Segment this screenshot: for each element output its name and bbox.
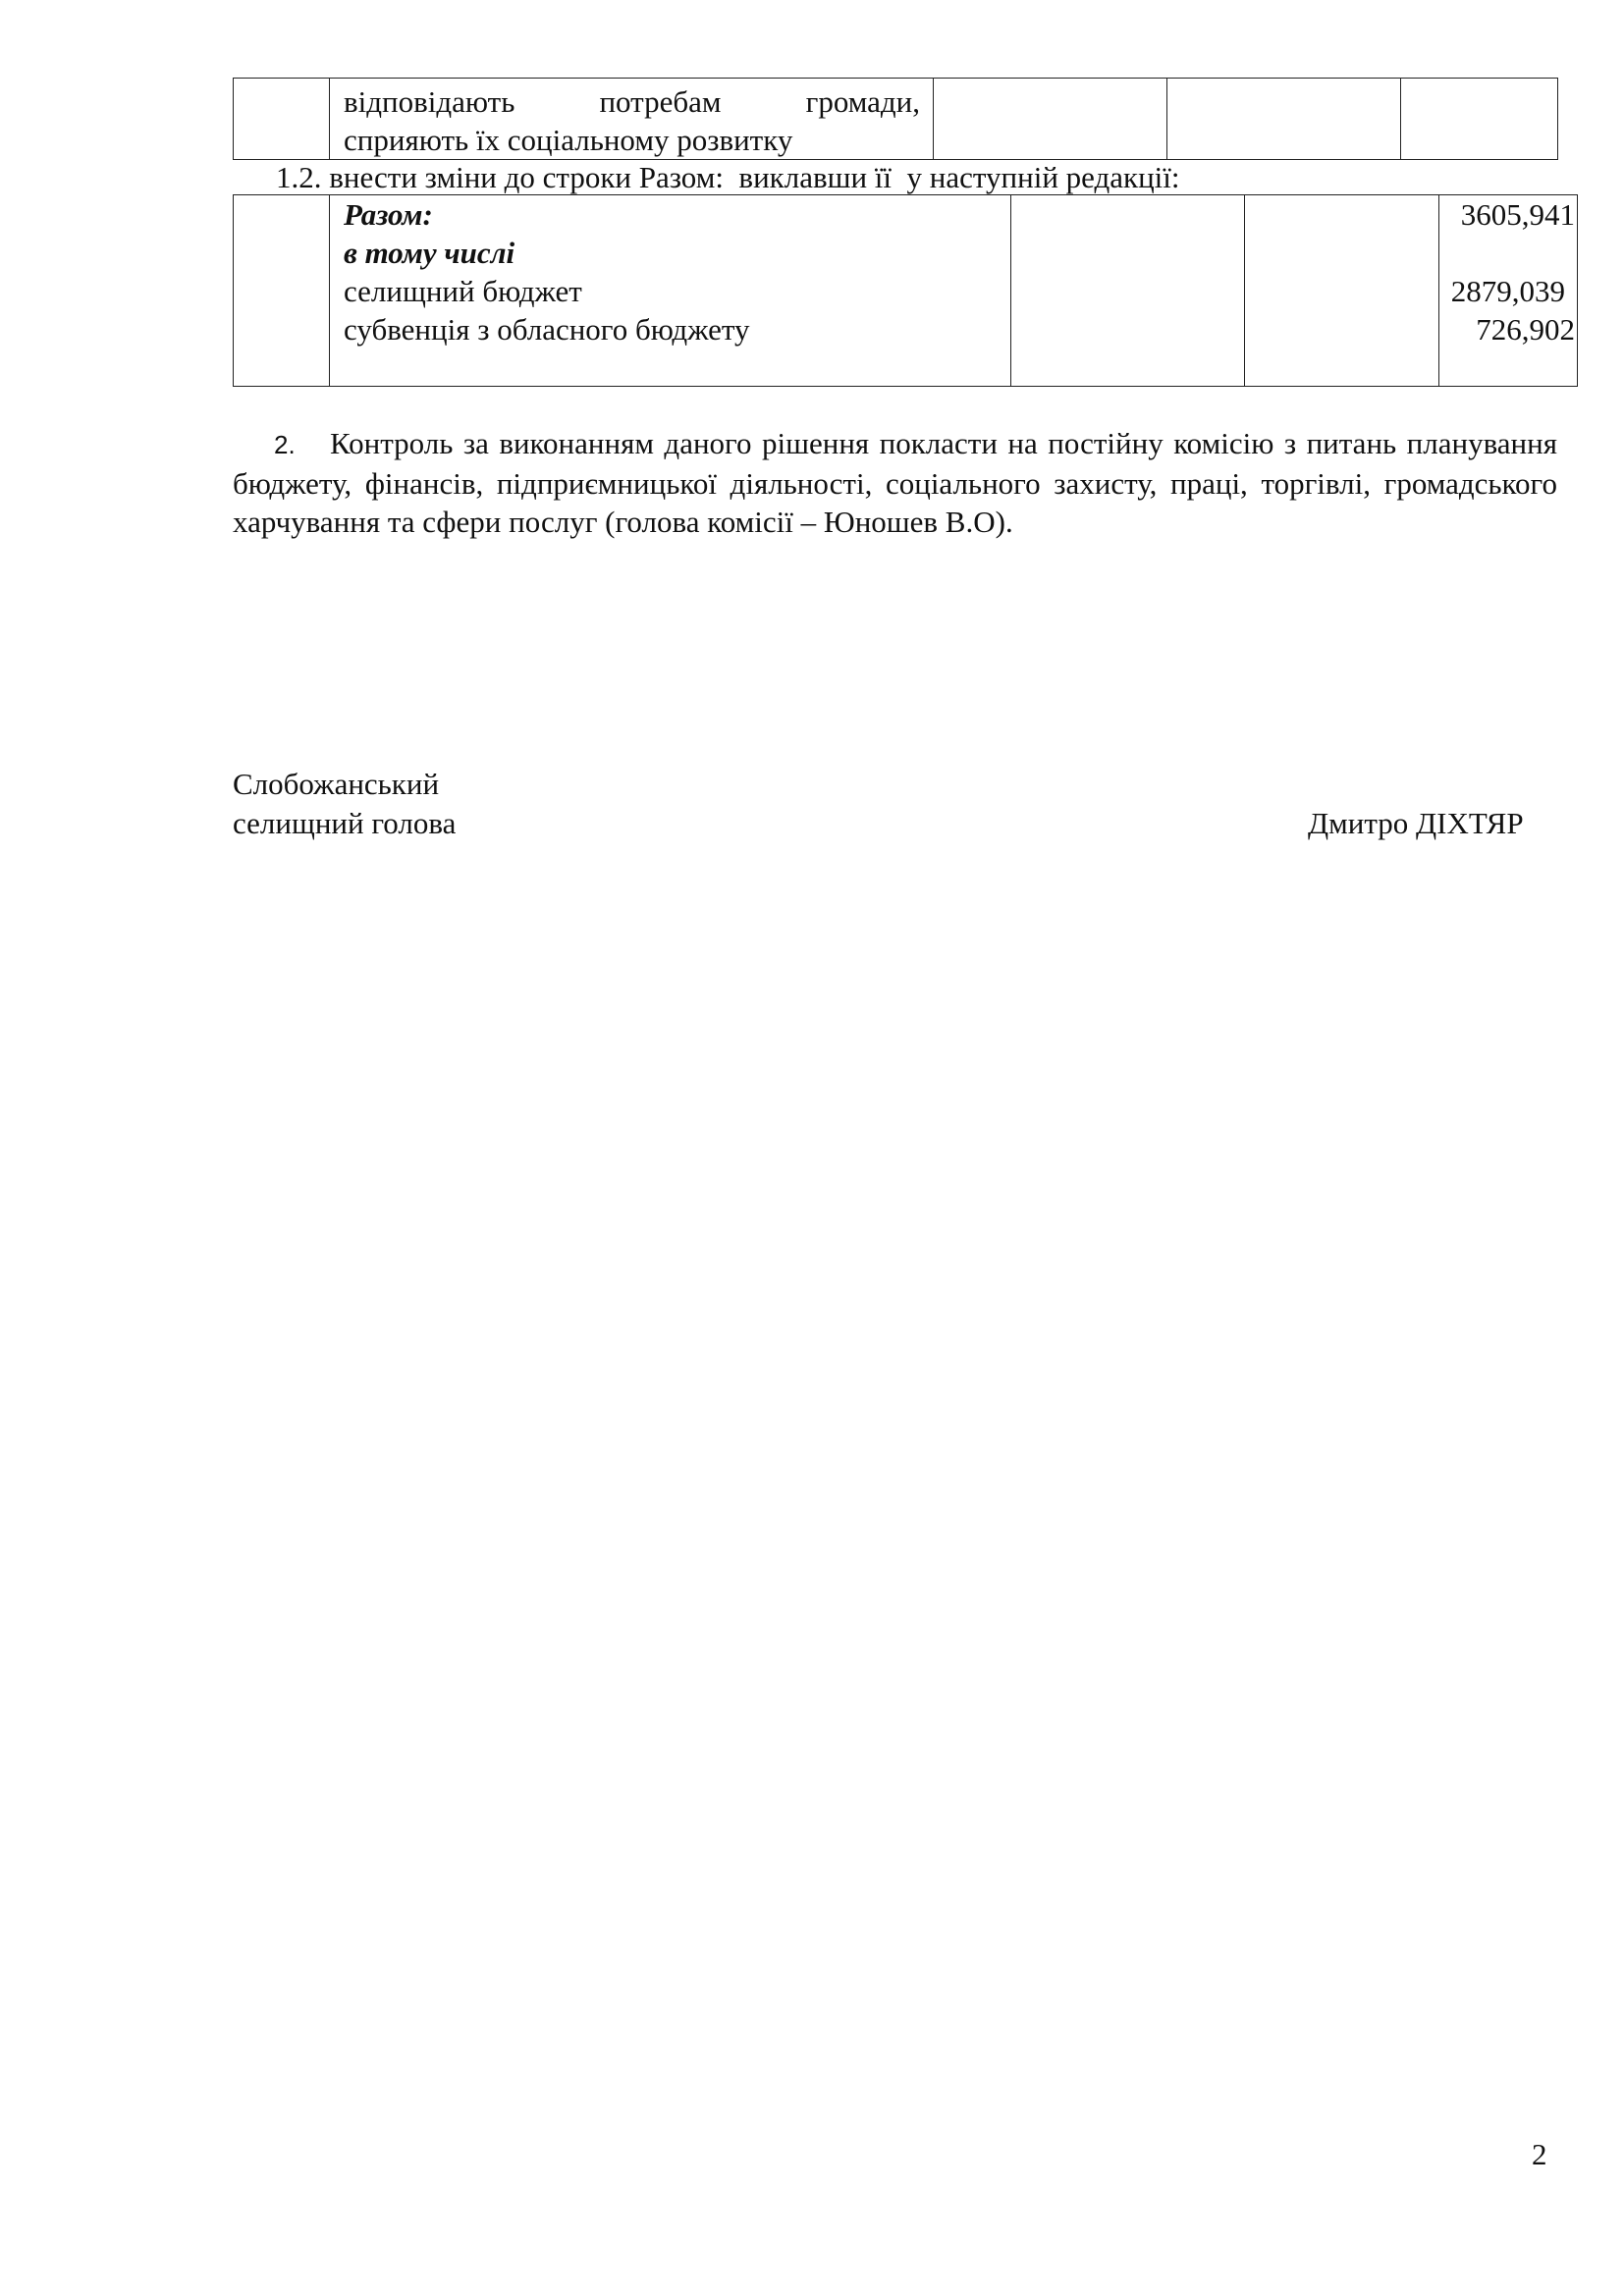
signature-title-line-2: селищний голова (233, 806, 457, 840)
table-cell-empty (934, 79, 1167, 160)
description-line-2: сприяють їх соціальному розвитку (344, 123, 793, 158)
table-row (234, 79, 1558, 160)
total-label: Разом: (344, 197, 433, 232)
total-table (233, 194, 1578, 387)
signature-title (233, 765, 456, 843)
total-values-cell (1439, 195, 1578, 387)
paragraph-text: Контроль за виконанням даного рішення покласти на постійну комісію з питань планування бюджету, фінансів, підприємницької діяльності, соціального захисту, праці, торгівлі, громадського харчування та сфери послуг (голова комісії – Юношев В.О). (233, 426, 1557, 539)
table-cell-number (234, 79, 330, 160)
total-value: 3605,941 (1460, 197, 1575, 232)
table-cell-description (330, 79, 934, 160)
signature-title-line-1: Слобожанський (233, 767, 440, 801)
signatory-name: Дмитро ДІХТЯР (1308, 806, 1524, 840)
including-label: в тому числі (344, 236, 515, 271)
page-number: 2 (1532, 2137, 1547, 2171)
empty-value-line (1439, 234, 1575, 272)
table-cell-empty (1245, 195, 1439, 387)
description-line-1: відповідають потребам громади, (344, 84, 921, 119)
village-budget-label: селищний бюджет (344, 274, 582, 309)
table-cell-empty (1167, 79, 1401, 160)
paragraph-marker: 2. (274, 430, 296, 459)
paragraph-2 (233, 424, 1557, 541)
table-row (234, 195, 1578, 387)
table-cell-empty (1011, 195, 1245, 387)
table-cell-empty (1401, 79, 1558, 160)
village-budget-value: 2879,039 (1450, 274, 1565, 309)
subvention-label: субвенція з обласного бюджету (344, 312, 750, 347)
amendment-instruction: 1.2. внести зміни до строки Разом: виклавши її у наступній редакції: (276, 160, 1180, 194)
program-table-fragment (233, 78, 1558, 160)
total-labels-cell (330, 195, 1011, 387)
subvention-value: 726,902 (1476, 312, 1575, 347)
table-cell-number (234, 195, 330, 387)
